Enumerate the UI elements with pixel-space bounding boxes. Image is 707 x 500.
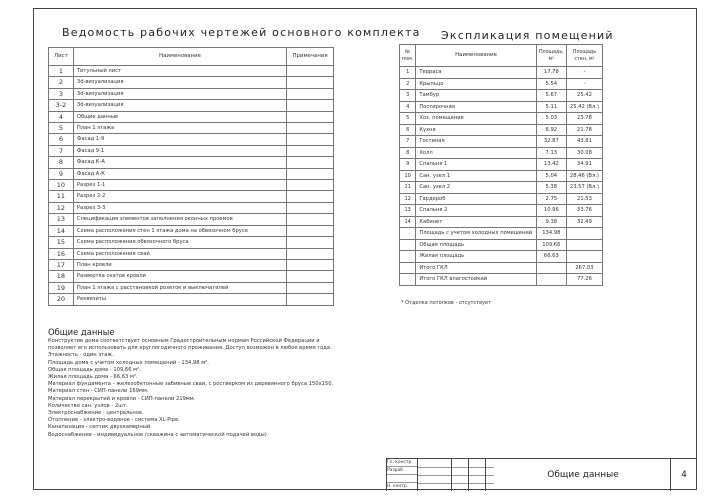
cell-notes (287, 180, 334, 191)
cell-room-no (400, 262, 416, 274)
cell-notes (287, 259, 334, 270)
cell-sheet: 10 (49, 180, 74, 191)
cell-sheet: 20 (49, 294, 74, 305)
stamp-role (386, 475, 417, 483)
stamp-role: Н. контр. (387, 484, 409, 489)
cell-wall-area (566, 228, 602, 240)
cell-room-name: Общая площадь (416, 239, 536, 251)
header-wall-area: Площадь стен, м² (566, 45, 602, 67)
table-row (400, 90, 603, 102)
cell-notes (287, 66, 334, 77)
cell-wall-area: 28.46 (Вл.) (566, 170, 602, 182)
cell-room-name: Сан. узел 1 (416, 170, 536, 182)
general-data-line: Отопление - электро-водяное - система XL-Pipe. (48, 417, 180, 424)
cell-wall-area: 77.26 (566, 274, 602, 286)
table-row (49, 248, 334, 259)
cell-room-no: 9 (400, 159, 416, 171)
table-row (49, 134, 334, 145)
cell-name: Спецификация элементов заполнения оконных проемов (73, 214, 286, 225)
rooms-table-title: Экспликация помещений (441, 29, 614, 42)
cell-notes (287, 111, 334, 122)
table-row (49, 66, 334, 77)
table-row (400, 147, 603, 159)
general-data-line: Материал фундамента - железобетонные забивные сваи, с ростверком из деревянного бруса 150х150. (48, 381, 334, 388)
cell-notes (287, 248, 334, 259)
cell-area: 134.98 (536, 228, 566, 240)
cell-notes (287, 202, 334, 213)
table-row (49, 271, 334, 282)
cell-area: 32.87 (536, 136, 566, 148)
table-row (49, 282, 334, 293)
cell-room-name: Постирочная (416, 101, 536, 113)
cell-area: 7.13 (536, 147, 566, 159)
general-data-line: Общая площадь дома - 109,66 м². (48, 366, 141, 373)
table-row (49, 237, 334, 248)
general-data-line: Площадь дома с учетом холодных помещений - 134,98 м². (48, 359, 209, 366)
cell-area: 66.63 (536, 251, 566, 263)
cell-sheet: 16 (49, 248, 74, 259)
table-row (400, 262, 603, 274)
table-row (400, 67, 603, 79)
cell-sheet: 4 (49, 111, 74, 122)
cell-room-name: Хоз. помещение (416, 113, 536, 125)
cell-area: 2.75 (536, 193, 566, 205)
table-row (49, 100, 334, 111)
header-room-name: Наименование (416, 45, 536, 67)
cell-sheet: 8 (49, 157, 74, 168)
cell-room-no: 10 (400, 170, 416, 182)
cell-room-name: Сан. узел 2 (416, 182, 536, 194)
cell-name: 3d-визуализация (73, 100, 286, 111)
general-data-line: Материал стен - СИП-панели 169мм. (48, 388, 149, 395)
cell-notes (287, 271, 334, 282)
cell-sheet: 14 (49, 225, 74, 236)
cell-room-no: 4 (400, 101, 416, 113)
cell-room-name: Гостиная (416, 136, 536, 148)
header-area: Площадь, м² (536, 45, 566, 67)
cell-wall-area: 32.49 (566, 216, 602, 228)
cell-area: 5.03 (536, 113, 566, 125)
cell-wall-area: 23.57 (Вл.) (566, 182, 602, 194)
stamp-divider (386, 459, 387, 491)
cell-wall-area: 21.78 (566, 124, 602, 136)
cell-wall-area: 25.42 (Вл.) (566, 101, 602, 113)
cell-sheet: 7 (49, 145, 74, 156)
cell-notes (287, 168, 334, 179)
table-row (400, 239, 603, 251)
stamp-divider (417, 467, 494, 468)
cell-room-no (400, 251, 416, 263)
cell-name: Разрез 1-1 (73, 180, 286, 191)
title-block (386, 458, 697, 491)
stamp-divider (417, 459, 418, 491)
stamp-sheet-number: 4 (681, 470, 687, 480)
cell-wall-area: 33.76 (566, 205, 602, 217)
header-sheet: Лист (49, 48, 74, 66)
cell-name: Фасад А-К (73, 168, 286, 179)
cell-room-name: Спальня 1 (416, 159, 536, 171)
cell-notes (287, 157, 334, 168)
cell-area: 6.92 (536, 124, 566, 136)
general-data-line: Конструктив дома соответствует основным Градостроительным нормам Российской Федерации и (48, 338, 320, 344)
stamp-sheet-title: Общие данные (547, 470, 619, 480)
stamp-divider (468, 459, 469, 491)
general-data-line: Электроснабжение - центральное. (48, 410, 144, 417)
cell-area: 5.11 (536, 101, 566, 113)
table-row (400, 251, 603, 263)
cell-room-no (400, 274, 416, 286)
cell-room-no: 8 (400, 147, 416, 159)
table-row (49, 157, 334, 168)
cell-sheet: 5 (49, 123, 74, 134)
cell-name: Фасад 1-9 (73, 134, 286, 145)
cell-room-no: 5 (400, 113, 416, 125)
cell-name: План кровли (73, 259, 286, 270)
table-row (49, 225, 334, 236)
cell-area (536, 274, 566, 286)
rooms-footnote: * Отделка потолков - отсутствует (401, 300, 491, 306)
cell-room-no: 1 (400, 67, 416, 79)
cell-area: 5.54 (536, 78, 566, 90)
table-row (49, 123, 334, 134)
cell-sheet: 9 (49, 168, 74, 179)
cell-area: 109.66 (536, 239, 566, 251)
table-row (49, 145, 334, 156)
general-data-line: Жилая площадь дома - 66,63 м². (48, 374, 138, 381)
cell-sheet: 19 (49, 282, 74, 293)
cell-room-name: Гардероб (416, 193, 536, 205)
cell-room-name: Площадь с учетом холодных помещений (416, 228, 536, 240)
cell-notes (287, 294, 334, 305)
cell-name: 3d-визуализация (73, 88, 286, 99)
cell-wall-area: 30.08 (566, 147, 602, 159)
header-notes: Примечания (287, 48, 334, 66)
cell-room-no: 7 (400, 136, 416, 148)
general-data-line: Водоснабжение - индивидуальное (скважина с автоматической подачей воды). (48, 431, 269, 438)
cell-room-name: Кухня (416, 124, 536, 136)
cell-wall-area (566, 239, 602, 251)
cell-room-no: 2 (400, 78, 416, 90)
cell-notes (287, 282, 334, 293)
table-row (49, 168, 334, 179)
cell-name: Общие данные (73, 111, 286, 122)
rooms-table (399, 44, 603, 286)
sheets-table (48, 47, 334, 306)
cell-notes (287, 225, 334, 236)
table-row (400, 113, 603, 125)
stamp-divider (485, 459, 486, 491)
cell-notes (287, 77, 334, 88)
sheets-table-header (49, 48, 334, 66)
cell-sheet: 12 (49, 202, 74, 213)
table-row (400, 228, 603, 240)
cell-room-no: 3 (400, 90, 416, 102)
cell-wall-area: 23.78 (566, 113, 602, 125)
cell-name: Реквизиты (73, 294, 286, 305)
cell-sheet: 13 (49, 214, 74, 225)
cell-room-no: 11 (400, 182, 416, 194)
table-row (49, 214, 334, 225)
cell-sheet: 15 (49, 237, 74, 248)
cell-sheet: 2 (49, 77, 74, 88)
cell-room-name: Холл (416, 147, 536, 159)
cell-name: Фасад 9-1 (73, 145, 286, 156)
cell-room-name: Жилая площадь (416, 251, 536, 263)
cell-wall-area: - (566, 78, 602, 90)
cell-name: Схема расположения свай (73, 248, 286, 259)
cell-name: Схема расположения стен 1 этажа дома на обвязочном брусе (73, 225, 286, 236)
cell-room-name: Спальня 2 (416, 205, 536, 217)
cell-name: Схема расположения обвязочного бруса (73, 237, 286, 248)
cell-name: 3d-визуализация (73, 77, 286, 88)
cell-room-no: 13 (400, 205, 416, 217)
table-row (400, 101, 603, 113)
general-data-line: Количество сан. узлов - 2шт. (48, 402, 128, 409)
cell-sheet: 11 (49, 191, 74, 202)
cell-name: План 1 этажа (73, 123, 286, 134)
table-row (400, 216, 603, 228)
general-data-line: позволяет его использовать для круглогодичного проживания. Доступ возможен в любое время года. (48, 345, 332, 352)
header-room-no: № пом. (400, 45, 416, 67)
cell-name: План 1 этажа с расстановкой розеток и выключателей (73, 282, 286, 293)
stamp-divider (451, 459, 452, 491)
cell-area: 17.78 (536, 67, 566, 79)
cell-wall-area (566, 251, 602, 263)
table-row (49, 294, 334, 305)
cell-wall-area: 21.53 (566, 193, 602, 205)
cell-name: Разрез 2-2 (73, 191, 286, 202)
cell-sheet: 6 (49, 134, 74, 145)
cell-room-no: 14 (400, 216, 416, 228)
cell-notes (287, 100, 334, 111)
cell-room-name: Итого ГКЛ влагостойкий (416, 274, 536, 286)
cell-wall-area: 267.03 (566, 262, 602, 274)
cell-sheet: 18 (49, 271, 74, 282)
cell-room-name: Крыльцо (416, 78, 536, 90)
cell-wall-area: 25.42 (566, 90, 602, 102)
general-data (48, 327, 378, 439)
table-row (400, 78, 603, 90)
cell-name: Титульный лист (73, 66, 286, 77)
stamp-divider (417, 475, 494, 476)
table-row (49, 259, 334, 270)
cell-room-no: 12 (400, 193, 416, 205)
cell-notes (287, 88, 334, 99)
stamp-role: Разраб. (386, 467, 417, 475)
table-row (400, 182, 603, 194)
cell-area: 10.96 (536, 205, 566, 217)
cell-area: 5.67 (536, 90, 566, 102)
cell-area: 13.42 (536, 159, 566, 171)
table-row (49, 111, 334, 122)
cell-wall-area: 34.91 (566, 159, 602, 171)
cell-room-name: Тамбур (416, 90, 536, 102)
cell-area: 9.38 (536, 216, 566, 228)
cell-notes (287, 123, 334, 134)
stamp-role: Гл. констр. (386, 459, 417, 467)
stamp-divider (417, 483, 494, 484)
table-row (49, 180, 334, 191)
cell-wall-area: 43.81 (566, 136, 602, 148)
table-row (400, 170, 603, 182)
cell-room-no: 6 (400, 124, 416, 136)
table-row (49, 191, 334, 202)
cell-room-no (400, 228, 416, 240)
cell-notes (287, 134, 334, 145)
cell-room-no (400, 239, 416, 251)
cell-area (536, 262, 566, 274)
cell-room-name: Терраса (416, 67, 536, 79)
general-data-line: Этажность - один этаж. (48, 352, 114, 359)
general-data-line: Материал перекрытий и кровли - СИП-панели 219мм. (48, 395, 196, 402)
general-data-heading: Общие данные (48, 327, 115, 337)
cell-notes (287, 237, 334, 248)
cell-notes (287, 214, 334, 225)
cell-notes (287, 191, 334, 202)
table-row (400, 193, 603, 205)
cell-name: Разрез 3-3 (73, 202, 286, 213)
cell-room-name: Итого ГКЛ (416, 262, 536, 274)
table-row (49, 77, 334, 88)
cell-sheet: 17 (49, 259, 74, 270)
cell-area: 5.04 (536, 170, 566, 182)
cell-notes (287, 145, 334, 156)
cell-room-name: Кабинет (416, 216, 536, 228)
header-name: Наименование (73, 48, 286, 66)
cell-sheet: 3-2 (49, 100, 74, 111)
table-row (400, 159, 603, 171)
cell-name: Фасад К-А (73, 157, 286, 168)
table-row (400, 124, 603, 136)
cell-area: 5.38 (536, 182, 566, 194)
general-data-line: Канализация - септик двухкамерный. (48, 424, 152, 431)
cell-name: Развертка скатов кровли (73, 271, 286, 282)
table-row (49, 202, 334, 213)
table-row (49, 88, 334, 99)
rooms-table-header (400, 45, 603, 67)
cell-wall-area: - (566, 67, 602, 79)
cell-sheet: 1 (49, 66, 74, 77)
cell-sheet: 3 (49, 88, 74, 99)
table-row (400, 205, 603, 217)
table-row (400, 274, 603, 286)
table-row (400, 136, 603, 148)
sheets-table-title: Ведомость рабочих чертежей основного комплекта (62, 26, 421, 39)
